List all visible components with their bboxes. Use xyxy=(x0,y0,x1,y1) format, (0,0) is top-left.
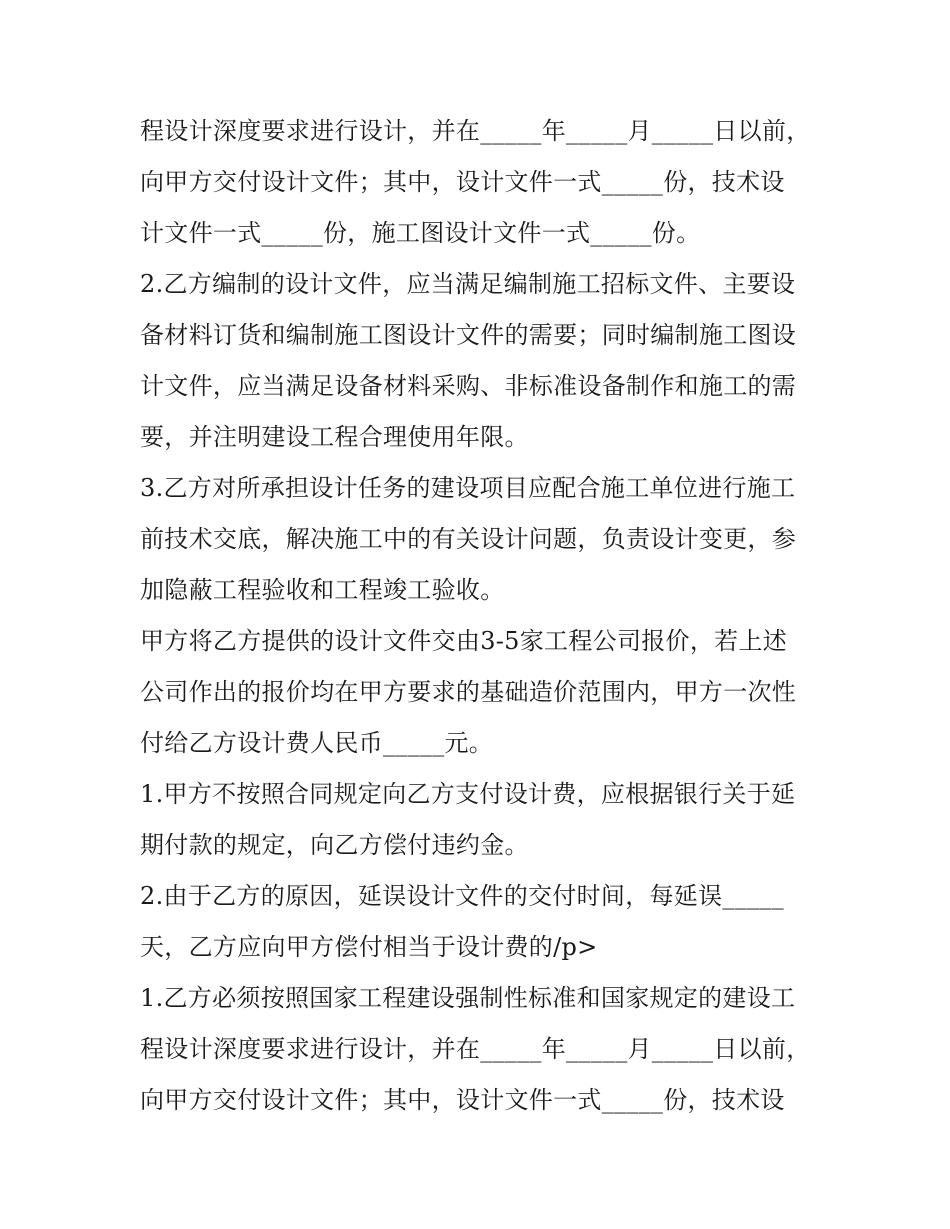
text-line: 2.乙方编制的设计文件，应当满足编制施工招标文件、主要设 xyxy=(140,270,796,298)
text-line: 程设计深度要求进行设计，并在_____年_____月_____日以前， xyxy=(140,117,811,145)
text-line: 天，乙方应向甲方偿付相当于设计费的/p> xyxy=(140,933,598,961)
text-line: 计文件，应当满足设备材料采购、非标准设备制作和施工的需 xyxy=(140,372,797,400)
text-line: 3.乙方对所承担设计任务的建设项目应配合施工单位进行施工 xyxy=(140,474,796,502)
document-body xyxy=(140,106,830,1126)
text-line: 要，并注明建设工程合理使用年限。 xyxy=(140,423,529,451)
text-line: 公司作出的报价均在甲方要求的基础造价范围内，甲方一次性 xyxy=(140,678,797,706)
text-line: 加隐蔽工程验收和工程竣工验收。 xyxy=(140,576,505,604)
text-line: 计文件一式_____份，施工图设计文件一式_____份。 xyxy=(140,219,701,247)
text-line: 2.由于乙方的原因，延误设计文件的交付时间，每延误_____ xyxy=(140,882,784,910)
text-line: 付给乙方设计费人民币_____元。 xyxy=(140,729,494,757)
text-line: 期付款的规定，向乙方偿付违约金。 xyxy=(140,831,529,859)
text-line: 1.甲方不按照合同规定向乙方支付设计费，应根据银行关于延 xyxy=(140,780,796,808)
text-line: 备材料订货和编制施工图设计文件的需要；同时编制施工图设 xyxy=(140,321,797,349)
text-line: 向甲方交付设计文件；其中，设计文件一式_____份，技术设 xyxy=(140,168,785,196)
text-line: 甲方将乙方提供的设计文件交由3-5家工程公司报价，若上述 xyxy=(140,627,788,655)
text-line: 前技术交底，解决施工中的有关设计问题，负责设计变更，参 xyxy=(140,525,797,553)
text-line: 1.乙方必须按照国家工程建设强制性标准和国家规定的建设工 xyxy=(140,984,796,1012)
text-line: 程设计深度要求进行设计，并在_____年_____月_____日以前， xyxy=(140,1035,811,1063)
text-line: 向甲方交付设计文件；其中，设计文件一式_____份，技术设 xyxy=(140,1086,785,1114)
